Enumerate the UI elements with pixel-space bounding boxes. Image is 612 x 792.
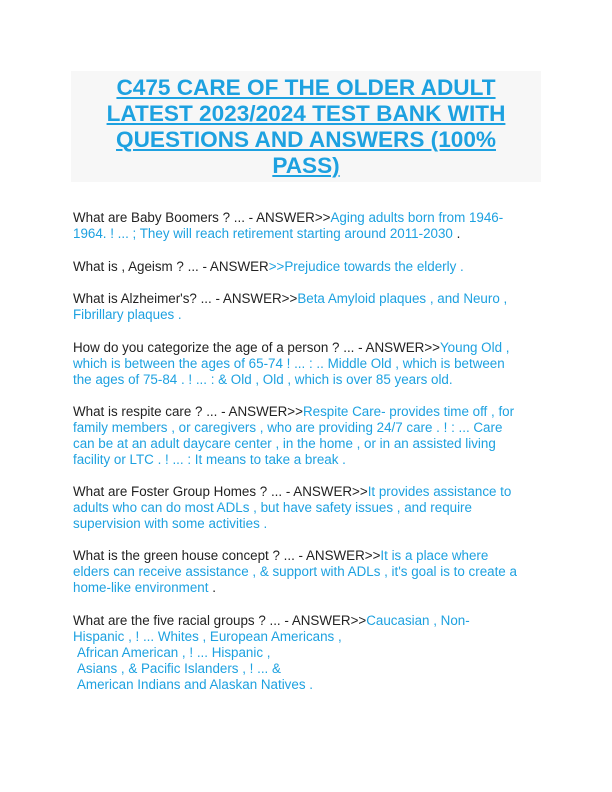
- answer-text: which is between the ages of 65-74 ! ... : .. Middle Old , which is between: [73, 356, 505, 371]
- question-text: What is respite care ? ... - ANSWER>>: [73, 404, 303, 419]
- answer-text: It provides assistance to: [367, 484, 512, 499]
- answer-text: Fibrillary plaques .: [73, 307, 182, 322]
- title-line: PASS): [272, 153, 340, 178]
- question-text: What is , Ageism ? ... - ANSWER: [73, 259, 269, 274]
- answer-text: Asians , & Pacific Islanders , ! ... &: [77, 661, 281, 676]
- answer-text: the ages of 75-84 . ! ... : & Old , Old , which is over 85 years old.: [73, 372, 453, 387]
- answer-text: Hispanic , ! ... Whites , European Americans ,: [73, 629, 342, 644]
- answer-text: It is a place where: [380, 548, 489, 563]
- question-text: How do you categorize the age of a person ? ... - ANSWER>>: [73, 340, 440, 355]
- document-title: [71, 71, 541, 179]
- answer-text: supervision with some activities .: [73, 516, 268, 531]
- answer-text: Caucasian , Non-: [366, 613, 470, 628]
- question-text: What is the green house concept ? ... - ANSWER>>: [73, 548, 381, 563]
- answer-text: home-like environment: [73, 580, 209, 595]
- punctuation-text: .: [208, 580, 216, 595]
- answer-text: African American , ! ... Hispanic ,: [77, 645, 271, 660]
- qa-item-respite-care: [73, 404, 548, 468]
- qa-item-green-house: [73, 548, 548, 596]
- answer-text: elders can receive assistance , & support with ADLs , it's goal is to create a: [73, 564, 517, 579]
- qa-item-racial-groups: [73, 613, 548, 693]
- answer-text: >>Prejudice towards the elderly .: [268, 259, 464, 274]
- answer-text: adults who can do most ADLs , but have safety issues , and require: [73, 500, 472, 515]
- qa-item-alzheimers: [73, 291, 548, 323]
- answer-text: American Indians and Alaskan Natives .: [77, 677, 313, 692]
- qa-item-foster-group-homes: [73, 484, 548, 532]
- title-box: [71, 71, 541, 182]
- answer-text: Beta Amyloid plaques , and Neuro ,: [297, 291, 508, 306]
- qa-item-ageism: [73, 259, 548, 275]
- qa-item-baby-boomers: [73, 210, 548, 242]
- answer-text: family members , or caregivers , who are providing 24/7 care . ! : ... Care: [73, 420, 503, 435]
- answer-text: can be at an adult daycare center , in the home , or in an assisted living: [73, 436, 496, 451]
- title-line: QUESTIONS AND ANSWERS (100%: [116, 127, 496, 152]
- question-text: What is Alzheimer's? ... - ANSWER>>: [73, 291, 298, 306]
- punctuation-text: .: [452, 226, 461, 241]
- qa-item-age-categories: [73, 340, 548, 388]
- question-text: What are Foster Group Homes ? ... - ANSWER>>: [73, 484, 368, 499]
- title-line: LATEST 2023/2024 TEST BANK WITH: [106, 101, 506, 126]
- answer-text: Young Old ,: [439, 340, 510, 355]
- title-line: C475 CARE OF THE OLDER ADULT: [116, 75, 496, 100]
- question-text: What are the five racial groups ? ... - ANSWER>>: [73, 613, 367, 628]
- answer-text: 1964. ! ... ; They will reach retirement starting around 2011-2030: [73, 226, 453, 241]
- question-text: What are Baby Boomers ? ... - ANSWER>>: [73, 210, 331, 225]
- answer-text: facility or LTC . ! ... : It means to take a break .: [73, 452, 346, 467]
- answer-text: Aging adults born from 1946-: [330, 210, 504, 225]
- answer-text: Respite Care- provides time off , for: [302, 404, 515, 419]
